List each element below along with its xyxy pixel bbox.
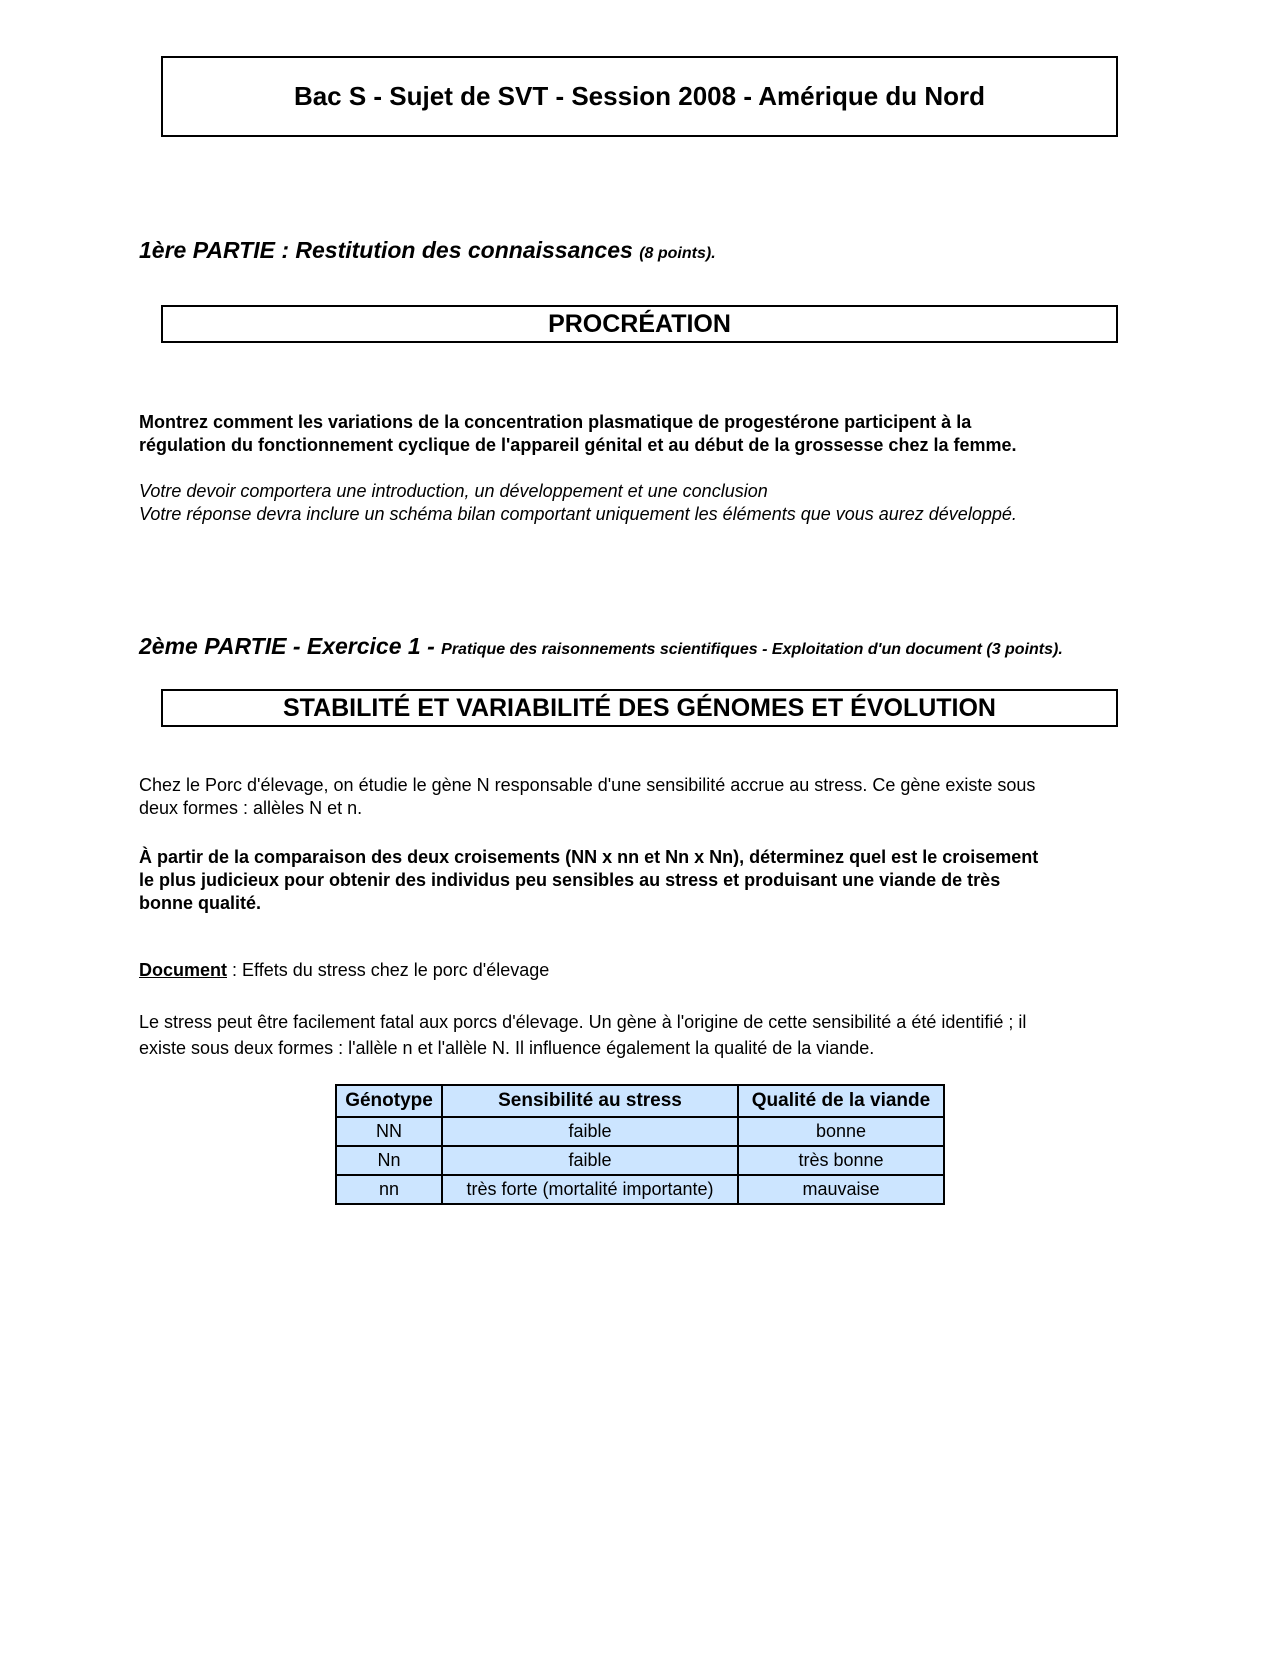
document-text-line2: existe sous deux formes : l'allèle n et l'allèle N. Il influence également la qualité de la viande. [139,1038,875,1058]
genotype-table [335,1084,945,1205]
table-cell: NN [336,1117,442,1146]
part2-subheading: Pratique des raisonnements scientifiques - Exploitation d'un document (3 points). [441,641,1063,658]
part1-heading [139,237,716,264]
part2-question-line2: le plus judicieux pour obtenir des individus peu sensibles au stress et produisant une viande de très [139,870,1001,890]
part2-question-line1: À partir de la comparaison des deux croisements (NN x nn et Nn x Nn), déterminez quel est le croisement [139,847,1039,867]
part2-heading-text: 2ème PARTIE - Exercice 1 - [139,633,435,659]
document-title [161,56,1118,137]
part1-question-line1: Montrez comment les variations de la concentration plasmatique de progestérone participent à la [139,412,972,432]
table-row [336,1117,944,1146]
part1-instructions [139,480,1139,526]
part2-intro-line2: deux formes : allèles N et n. [139,798,363,818]
part2-question-line3: bonne qualité. [139,893,262,913]
part1-heading-text: 1ère PARTIE : Restitution des connaissances [139,237,633,263]
table-cell: faible [442,1117,738,1146]
part2-section-title-text: STABILITÉ ET VARIABILITÉ DES GÉNOMES ET ÉVOLUTION [282,693,996,722]
table-header-cell: Qualité de la viande [738,1085,944,1117]
part1-instruction-line1: Votre devoir comportera une introduction, un développement et une conclusion [139,481,768,501]
table-cell: très bonne [738,1146,944,1175]
document-caption [139,959,1139,982]
part1-question [139,411,1139,457]
table-row [336,1146,944,1175]
table-cell: très forte (mortalité importante) [442,1175,738,1204]
document-text-line1: Le stress peut être facilement fatal aux porcs d'élevage. Un gène à l'origine de cette sensibilité a été identifié ; il [139,1012,1027,1032]
part1-points: (8 points). [639,245,716,262]
table-cell: Nn [336,1146,442,1175]
table-header-cell: Génotype [336,1085,442,1117]
part2-intro-line1: Chez le Porc d'élevage, on étudie le gène N responsable d'une sensibilité accrue au stress. Ce gène existe sous [139,775,1036,795]
document-label: Document [139,960,228,980]
table-cell: bonne [738,1117,944,1146]
table-cell: faible [442,1146,738,1175]
table-header-cell: Sensibilité au stress [442,1085,738,1117]
table-header-row [336,1085,944,1117]
part1-instruction-line2: Votre réponse devra inclure un schéma bilan comportant uniquement les éléments que vous aurez développé. [139,504,1017,524]
part2-section-title [161,689,1118,727]
document-title-text: Bac S - Sujet de SVT - Session 2008 - Amérique du Nord [293,81,986,111]
table-cell: mauvaise [738,1175,944,1204]
part1-question-line2: régulation du fonctionnement cyclique de l'appareil génital et au début de la grossesse chez la femme. [139,435,1017,455]
table-row [336,1175,944,1204]
part1-section-title [161,305,1118,343]
part2-question [139,846,1139,915]
part2-heading [139,633,1063,660]
part2-intro [139,774,1139,820]
part1-section-title-text: PROCRÉATION [548,309,731,338]
document-caption-text: : Effets du stress chez le porc d'élevage [227,960,550,980]
document-text [139,1009,1139,1061]
table-cell: nn [336,1175,442,1204]
